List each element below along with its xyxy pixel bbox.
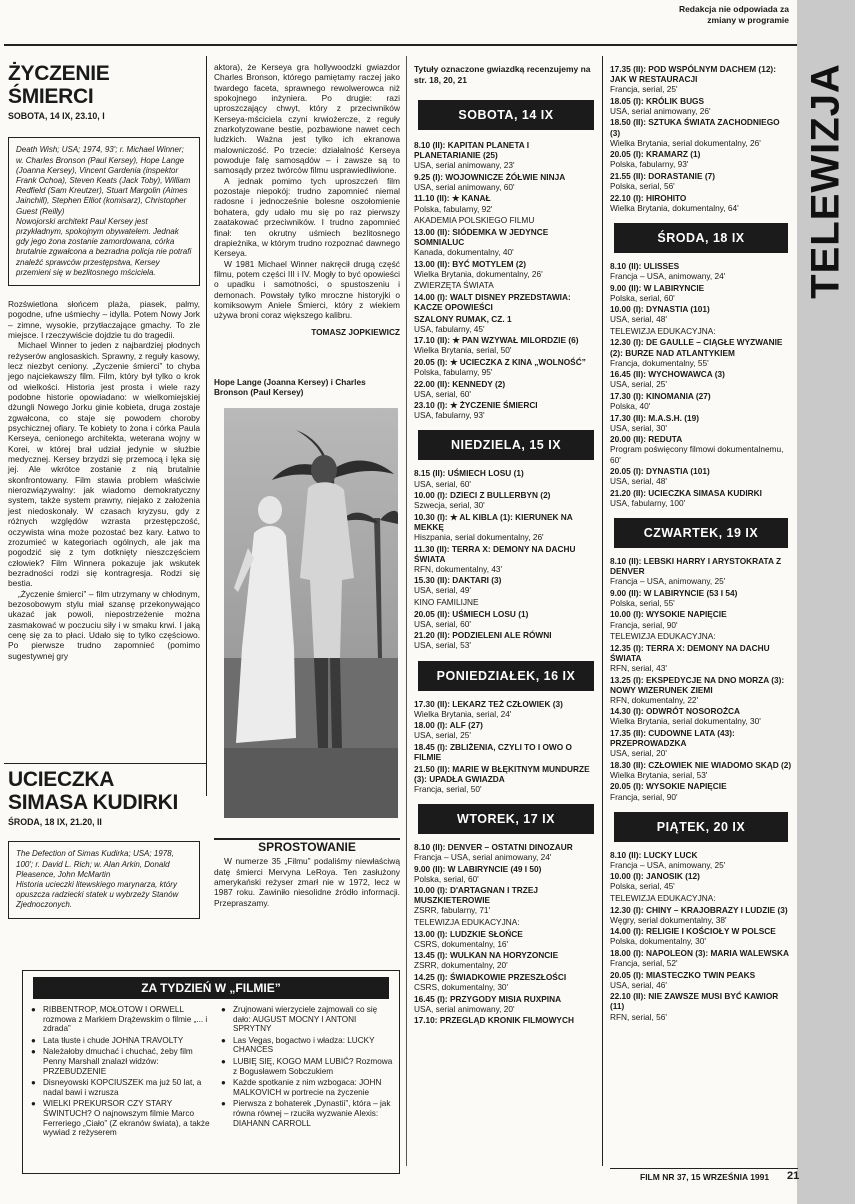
- program-item: [414, 335, 598, 355]
- schedule-wednesday: [610, 261, 792, 508]
- program-item: [414, 292, 598, 312]
- program-item: [610, 261, 792, 281]
- program-details: Polska, serial, 60': [610, 292, 675, 303]
- program-title: 18.30 (II): CZŁOWIEK NIE WIADOMO SKĄD (2): [610, 759, 792, 770]
- program-details: USA, serial, 60': [414, 618, 471, 629]
- program-item: [610, 991, 792, 1021]
- program-details: CSRS, dokumentalny, 16': [414, 938, 509, 949]
- program-item: [610, 466, 792, 486]
- next-week-title: ZA TYDZIEŃ W „FILMIE”: [33, 977, 389, 999]
- article-body: Rozświetlona słońcem plaża, piasek, palmy, pogodne, ufne uśmiechy – idylla. Potem Nowy Jork – zimne, wysokie, przytłaczające gmachy. To zle miejsce. I rzeczywiście dojdzie tu do tragedii. Michael Winner to jeden z najbardziej płodnych reżyserów anglosaskich. Sprawny, z reguły kasowy, lecz niezbyt ceniony. „Życzenie śmierci” to chyba jego najciekawszy film. Film, który był tylko o krok od wielkości. Historia jest prosta i wiele razy podobne historie opowiadano: w wielkomiejskiej dżungli Nowego Jorku ginie kobieta, druga zostaje zgwałcona, co staje się powodem choroby psychicznej ofiary. Te kobiety to żona i córka Paula Kerseya, cenionego architekta, weterana wojny w Korei, w której brał udział jedynie w służbie medycznej. Kersey brzydzi się przemocą i lęka się jej. Ale wkrótce zostanie z nią brutalnie skonfrontowany. Film stawia problem właściwie nierozwiązywalny: jak wiadomo demokratyczny system, także system prawny, niejako z założenia jest niedoskonały. W czasach kryzysu, gdy z różnych względów wzrasta przestępczość, oczywista wina może pozostać bez kary. Łatwo to zrozumieć w kategoriach ogólnych, ale jak ma pogodzić się z tym dotknięty nieszczęściem człowiek? Film Winnera pokazuje jak wskutek bezradności rodzi się kontragresja. Rodzi się bestia. „Życzenie śmierci” – film utrzymany w chłodnym, bezosobowym stylu miał szansę przekonywająco ukazać jak powoli, niepostrzeżenie można zasmakować w poczuciu siły i w smaku krwi. I jaką cenę się za to płaci. Udało się to tylko częściowo. Po pierwsze trudno zapomnieć (pomimo sugestywnej gry: [8, 298, 200, 661]
- program-item: [610, 413, 792, 433]
- correction-box: [214, 838, 400, 908]
- program-item: [610, 850, 792, 870]
- program-section-label: TELEWIZJA EDUKACYJNA:: [414, 917, 520, 928]
- program-item: [414, 699, 598, 719]
- program-title: 20.05 (I): KRAMARZ (1): [610, 149, 701, 160]
- program-details: ZSRR, dokumentalny, 20': [414, 960, 508, 971]
- program-details: USA, serial animowany, 26': [610, 105, 711, 116]
- program-details: Wielka Brytania, dokumentalny, 64': [610, 202, 739, 213]
- correction-title: SPROSTOWANIE: [214, 838, 400, 852]
- page-number: 21: [787, 1170, 800, 1182]
- program-details: USA, serial, 48': [610, 476, 667, 487]
- film-still-photo: [224, 408, 398, 818]
- program-details: USA, serial, 20': [610, 748, 667, 759]
- program-item: [414, 512, 598, 542]
- program-item: [414, 609, 598, 629]
- film-credits: The Defection of Simas Kudirka; USA; 1978, 100'; r. David L. Rich; w. Alan Arkin, Donald Pleasence, John McMartin: [16, 849, 174, 879]
- article-ucieczka-simasa-kudirki: [8, 768, 200, 919]
- list-item: ● Każde spotkanie z nim wzbogaca: JOHN MALKOVICH w portrecie na życzenie: [221, 1078, 393, 1097]
- program-title: 21.50 (II): MARIE W BŁĘKITNYM MUNDURZE (3): UPADŁA GWIAZDA: [414, 763, 590, 784]
- photo-caption: Hope Lange (Joanna Kersey) i Charles Bronson (Paul Kersey): [214, 377, 366, 398]
- list-item: ● Lata tłuste i chude JOHNA TRAVOLTY: [31, 1036, 211, 1046]
- program-title: 17.35 (II): CUDOWNE LATA (43): PRZEPROWADZKA: [610, 727, 735, 749]
- program-item: [414, 193, 598, 213]
- program-item: [610, 926, 792, 946]
- program-item: [414, 630, 598, 650]
- program-title: 18.05 (I): KRÓLIK BUGS: [610, 95, 705, 106]
- program-details: USA, serial animowany, 23': [414, 160, 515, 171]
- program-title: 8.10 (II): KAPITAN PLANETA I PLANETARIANIE (25): [414, 140, 530, 161]
- program-details: Wielka Brytania, serial dokumentalny, 30': [610, 716, 761, 727]
- article-broadcast-info: ŚRODA, 18 IX, 21.20, II: [8, 817, 102, 827]
- program-title: 13.00 (I): LUDZKIE SŁOŃCE: [414, 928, 523, 939]
- program-item: [610, 905, 792, 925]
- program-item: [414, 720, 598, 740]
- program-details: Polska, dokumentalny, 30': [610, 936, 706, 947]
- program-item: [414, 357, 598, 377]
- program-title: 17.10: PRZEGLĄD KRONIK FILMOWYCH: [414, 1015, 574, 1026]
- program-details: Francja, serial, 52': [610, 958, 678, 969]
- program-title: 12.30 (I): DE GAULLE – CIĄGŁE WYZWANIE (2): BURZE NAD ATLANTYKIEM: [610, 337, 783, 358]
- program-title: 20.05 (I): ★ UCIECZKA Z KINA „WOLNOŚĆ”: [414, 356, 586, 367]
- program-details: USA, serial, 25': [610, 379, 667, 390]
- program-item: [610, 970, 792, 990]
- program-title: 23.10 (I): ★ ŻYCZENIE ŚMIERCI: [414, 400, 538, 411]
- day-header-monday: PONIEDZIAŁEK, 16 IX: [418, 661, 594, 691]
- program-details: Kanada, dokumentalny, 40': [414, 246, 514, 257]
- program-item: [610, 760, 792, 780]
- program-details: Wielka Brytania, serial dokumentalny, 26': [610, 137, 761, 148]
- program-details: USA, serial, 60': [414, 388, 471, 399]
- program-title: 9.25 (I): WOJOWNICZE ŻÓŁWIE NINJA: [414, 171, 566, 182]
- program-item: [610, 781, 792, 801]
- program-title: 17.30 (I): KINOMANIA (27): [610, 390, 711, 401]
- program-section-label: TELEWIZJA EDUKACYJNA:: [610, 893, 716, 903]
- correction-text: W numerze 35 „Filmu” podaliśmy niewłaściwą datę śmierci Mervyna LeRoya. Ten zasłużony amerykański reżyser zmarł nie w 1972, lecz w 1987 roku. Zawiniło niesolidne źródło informacji. Przepraszamy.: [214, 856, 400, 908]
- program-item: [414, 575, 598, 595]
- program-details: Francja, serial, 50': [414, 783, 482, 794]
- list-item: ● Zrujnowani wierzyciele zajmowali co się dało: AUGUST MOCNY I ANTONI SPRYTNY: [221, 1005, 393, 1034]
- program-details: Wielka Brytania, serial, 50': [414, 345, 512, 356]
- program-item: [610, 337, 792, 367]
- program-item: [610, 149, 792, 169]
- program-details: Polska, fabularny, 95': [414, 366, 493, 377]
- program-title: 20.05 (I): MIASTECZKO TWIN PEAKS: [610, 969, 756, 980]
- program-section-label: ZWIERZĘTA ŚWIATA: [414, 280, 494, 291]
- film-synopsis: Nowojorski architekt Paul Kersey jest przykładnym, spokojnym obywatelem. Jednak gdy jego żona zostanie zamordowana, córka brutalnie zgwałcona a bezradna policja nie potrafi znaleźć sprawców przestępstwa, Kersey przemieni się w bezlitosnego mściciela.: [16, 216, 192, 277]
- program-item: [414, 842, 598, 862]
- program-title: 22.10 (II): NIE ZAWSZE MUSI BYĆ KAWIOR (11): [610, 991, 779, 1012]
- program-title: 8.10 (II): ULISSES: [610, 260, 680, 271]
- film-synopsis: Historia ucieczki litewskiego marynarza, który opuszcza radziecki statek u wybrzeży Stanów Zjednoczonych.: [16, 879, 179, 910]
- next-week-box: [22, 970, 400, 1174]
- program-item: [414, 1015, 598, 1025]
- program-title: 22.10 (I): HIROHITO: [610, 192, 687, 203]
- program-title: 17.30 (II): LEKARZ TEŻ CZŁOWIEK (3): [414, 698, 563, 709]
- program-title: 21.20 (II): UCIECZKA SIMASA KUDIRKI: [610, 487, 762, 498]
- program-details: Polska, fabularny, 93': [610, 159, 689, 170]
- footer-issue: FILM NR 37, 15 WRZEŚNIA 1991: [640, 1172, 770, 1182]
- program-item: [414, 994, 598, 1014]
- program-details: USA, serial, 30': [610, 422, 667, 433]
- day-header-sunday: NIEDZIELA, 15 IX: [418, 430, 594, 460]
- program-title: 20.05 (I): WYSOKIE NAPIĘCIE: [610, 781, 727, 792]
- program-details: Polska, serial, 60': [414, 873, 479, 884]
- program-details: Polska, 40': [610, 401, 651, 412]
- program-details: USA, fabularny, 100': [610, 497, 686, 508]
- list-item: ● RIBBENTROP, MOŁOTOW I ORWELL rozmowa z Markiem Drążewskim o filmie „... i zdrada”: [31, 1005, 211, 1034]
- program-item: [414, 864, 598, 884]
- list-item: ● Las Vegas, bogactwo i władza: LUCKY CHANCES: [221, 1036, 393, 1055]
- program-title: 18.50 (II): SZTUKA ŚWIATA ZACHODNIEGO (3): [610, 117, 780, 138]
- program-title: 11.10 (II): ★ KANAŁ: [414, 193, 491, 204]
- day-header-tuesday: WTOREK, 17 IX: [418, 804, 594, 834]
- program-section-label: TELEWIZJA EDUKACYJNA:: [610, 325, 716, 336]
- program-title: 16.45 (I): PRZYGODY MISIA RUXPINA: [414, 993, 562, 1004]
- program-details: CSRS, dokumentalny, 30': [414, 982, 509, 993]
- program-details: USA, serial, 48': [610, 314, 667, 325]
- program-details: Francja – USA, serial animowany, 24': [414, 851, 552, 862]
- program-details: Francja – USA, animowany, 24': [610, 270, 726, 281]
- program-item: [414, 172, 598, 192]
- program-item: [610, 304, 792, 324]
- program-details: RFN, serial, 43': [610, 662, 667, 673]
- program-item: [414, 400, 598, 420]
- list-item: ● WIELKI PREKURSOR CZY STARY ŚWINTUCH? O najnowszym filmie Marco Ferreriego „Ciało” (Z ekranów świata), a także wywiad z reżyserem: [31, 1099, 211, 1137]
- program-details: Szwecja, serial, 30': [414, 500, 485, 511]
- schedule-friday: [610, 850, 792, 1022]
- program-item: [414, 929, 598, 949]
- program-title: 18.00 (I): NAPOLEON (3): MARIA WALEWSKA: [610, 947, 790, 958]
- program-title: 18.45 (I): ZBLIŻENIA, CZYLI TO I OWO O FILMIE: [414, 741, 572, 762]
- program-item: [414, 259, 598, 279]
- day-header-saturday: SOBOTA, 14 IX: [418, 100, 594, 130]
- program-title: 10.00 (I): JANOSIK (12): [610, 871, 700, 882]
- program-details: RFN, dokumentalny, 22': [610, 694, 699, 705]
- film-still-illustration: [224, 408, 398, 818]
- schedule-thursday: [610, 556, 792, 802]
- column-divider: [406, 56, 407, 1166]
- program-title: 8.10 (II): LUCKY LUCK: [610, 849, 698, 860]
- program-item: [414, 379, 598, 399]
- program-title: 14.00 (I): RELIGIE I KOŚCIOŁY W POLSCE: [610, 926, 776, 937]
- program-details: Francja, serial, 90': [610, 791, 678, 802]
- program-details: Francja – USA, animowany, 25': [610, 859, 726, 870]
- program-details: USA, serial animowany, 60': [414, 181, 515, 192]
- program-details: Wielka Brytania, dokumentalny, 26': [414, 268, 543, 279]
- program-title: 8.10 (II): DENVER – OSTATNI DINOZAUR: [414, 841, 573, 852]
- program-item: [610, 643, 792, 673]
- schedule-sunday: [414, 468, 598, 650]
- program-details: Polska, serial, 45': [610, 881, 675, 892]
- program-details: USA, serial, 49': [414, 585, 471, 596]
- article-author: TOMASZ JOPKIEWICZ: [311, 326, 400, 337]
- program-details: USA, fabularny, 93': [414, 410, 485, 421]
- program-details: ZSRR, fabularny, 71': [414, 905, 491, 916]
- list-item: ● Disneyowski KOPCIUSZEK ma już 50 lat, a nadal bawi i wzrusza: [31, 1078, 211, 1097]
- program-item: [610, 706, 792, 726]
- article-title: ŻYCZENIE ŚMIERCI: [8, 62, 110, 108]
- program-section-label: TELEWIZJA EDUKACYJNA:: [610, 631, 716, 642]
- program-title: 20.00 (II): REDUTA: [610, 434, 683, 445]
- program-title: 17.35 (II): POD WSPÓLNYM DACHEM (12): JAK W RESTAURACJI: [610, 64, 776, 85]
- program-title: 10.00 (I): D'ARTAGNAN I TRZEJ MUSZKIETEROWIE: [414, 885, 538, 906]
- program-title: 14.25 (I): ŚWIADKOWIE PRZESZŁOŚCI: [414, 972, 567, 982]
- program-title: 10.00 (I): DYNASTIA (101): [610, 304, 710, 315]
- program-title: 14.30 (I): ODWRÓT NOSOROŻCA: [610, 706, 740, 717]
- program-item: [610, 588, 792, 608]
- program-details: Francja, serial, 25': [610, 84, 678, 95]
- schedule-note: Tytuły oznaczone gwiazdką recenzujemy na str. 18, 20, 21: [414, 64, 591, 85]
- program-item: [414, 950, 598, 970]
- program-section-label: KINO FAMILIJNE: [414, 597, 479, 608]
- film-credits-box: [8, 137, 200, 286]
- header-rule: [4, 44, 797, 46]
- header-note: Redakcja nie odpowiada za zmiany w programie: [678, 4, 789, 25]
- program-item: [414, 468, 598, 488]
- program-item: [610, 871, 792, 891]
- program-item: [610, 283, 792, 303]
- program-item: [414, 140, 598, 170]
- program-item: [610, 434, 792, 464]
- program-title: 17.10 (II): ★ PAN WZYWAŁ MILORDZIE (6): [414, 335, 579, 346]
- program-details: USA, serial, 53': [414, 640, 471, 651]
- tv-schedule-col-2: [610, 64, 792, 1023]
- program-title: 10.00 (I): DZIECI Z BULLERBYN (2): [414, 490, 551, 501]
- program-title: 13.00 (II): BYĆ MOTYLEM (2): [414, 258, 527, 269]
- program-details: Wielka Brytania, serial, 53': [610, 769, 708, 780]
- program-section-label: AKADEMIA POLSKIEGO FILMU: [414, 215, 535, 226]
- program-title: 9.00 (II): W LABIRYNCIE (53 I 54): [610, 587, 738, 598]
- program-item: [610, 96, 792, 116]
- program-details: Hiszpania, serial dokumentalny, 26': [414, 532, 544, 542]
- program-details: Program poświęcony filmowi dokumentalnemu, 60': [610, 444, 784, 465]
- program-item: [610, 193, 792, 213]
- program-item: [610, 675, 792, 705]
- program-title: 22.00 (II): KENNEDY (2): [414, 378, 506, 389]
- day-header-wednesday: ŚRODA, 18 IX: [614, 223, 788, 253]
- program-title: 20.05 (I): DYNASTIA (101): [610, 466, 710, 477]
- program-item: [414, 764, 598, 794]
- program-item: [414, 314, 598, 334]
- program-title: 18.00 (I): ALF (27): [414, 720, 483, 731]
- program-title: 13.45 (I): WULKAN NA HORYZONCIE: [414, 950, 559, 961]
- program-title: 10.30 (I): ★ AL KIBLA (1): KIERUNEK NA MEKKĘ: [414, 511, 573, 532]
- film-credits: Death Wish; USA; 1974, 93'; r. Michael Winner; w. Charles Bronson (Paul Kersey), Hope Lange (Joanna Kersey), Vincent Gardenia (inspektor Frank Ochoa), Steven Keats (Jack Toby), William Redfield (Sam Kreutzer), Stuart Margolin (Aimes Jainchill), Stephen Elliot (komisarz), Christopher Guest (Reilly): [16, 145, 191, 216]
- program-details: RFN, dokumentalny, 43': [414, 563, 503, 574]
- program-details: USA, fabularny, 45': [414, 323, 485, 334]
- program-item: [414, 885, 598, 915]
- program-title: 10.00 (I): WYSOKIE NAPIĘCIE: [610, 609, 727, 620]
- list-item: ● LUBIĘ SIĘ, KOGO MAM LUBIĆ? Rozmowa z Bogusławem Sobczukiem: [221, 1057, 393, 1076]
- program-item: [610, 728, 792, 758]
- program-item: [610, 556, 792, 586]
- program-item: [414, 227, 598, 257]
- article-broadcast-info: SOBOTA, 14 IX, 23.10, I: [8, 111, 105, 121]
- section-tab-label: TELEWIZJA: [803, 63, 848, 299]
- program-item: [610, 369, 792, 389]
- program-title: 9.00 (II): W LABIRYNCIE: [610, 282, 705, 293]
- program-title: 14.00 (I): WALT DISNEY PRZEDSTAWIA: KACZE OPOWIEŚCI: [414, 291, 571, 312]
- program-details: USA, serial, 46': [610, 979, 667, 990]
- footer-rule: [610, 1168, 798, 1169]
- list-item: ● Pierwsza z bohaterek „Dynastii”, która – jak równa równej – rzuciła wyzwanie Alexis: DIAHANN CARROLL: [221, 1099, 393, 1128]
- program-item: [414, 742, 598, 762]
- program-title: 16.45 (II): WYCHOWAWCA (3): [610, 369, 725, 380]
- schedule-tuesday: [414, 842, 598, 1026]
- program-title: 13.00 (II): SIÓDEMKA W JEDYNCE SOMNIALUC: [414, 226, 549, 247]
- tv-schedule-col-1: [414, 64, 598, 1027]
- program-details: Polska, serial, 56': [610, 181, 675, 192]
- program-details: Francja, dokumentalny, 55': [610, 357, 709, 368]
- schedule-tuesday-continued: [610, 64, 792, 213]
- program-item: [610, 391, 792, 411]
- article-body-continued: aktora), że Kerseya gra hollywoodzki gwiazdor Charles Bronson, którego pamiętamy raczej jako twardego faceta, sprawnego rewolwerowca niż spokojnego inżyniera. Po drugie: razi uproszczający chwyt, który z przeciwników Kerseya-mściciela czyni krwiożercze, z reguły znarkotyzowane bestie, pozbawione nawet cech ludzkich. Ważna jest tylko ich ekranowa malowniczość. Po trzecie: działalność Kerseya powoduje falę samosądów – i zawsze są to samosądy przez twórców filmu usprawiedliwione. A jednak pomimo tych uproszczeń film pozostaje niepokój: trudno zapomnieć niemal radosne i jednocześnie bolesne oszołomienie bohatera, gdy udało mu się po raz pierwszy zaatakować przeciwników. I trudno zapomnieć finał: ten okrutny uśmiech bezlitosnego drapieżnika, w którym trudno rozpoznać dawnego Kerseya. W 1981 Michael Winner nakręcił drugą część filmu, potem części III i IV. Mogły to być opowieści o upadku i samotności, o spustoszeniu i demonach. Powstały tylko mroczne historyjki o komiksowym Aniele Śmierci, który z wiekiem używa broni coraz większego kalibru. TOMASZ JOPKIEWICZ: [214, 62, 400, 337]
- program-details: RFN, serial, 56': [610, 1011, 667, 1022]
- article-title: UCIECZKA SIMASA KUDIRKI: [8, 768, 179, 814]
- next-week-list-left: [31, 1005, 211, 1140]
- program-item: [610, 948, 792, 968]
- program-title: 12.30 (I): CHINY – KRAJOBRAZY I LUDZIE (3): [610, 904, 788, 915]
- program-details: USA, serial animowany, 20': [414, 1003, 515, 1014]
- program-title: 15.30 (II): DAKTARI (3): [414, 575, 502, 586]
- day-header-thursday: CZWARTEK, 19 IX: [614, 518, 788, 548]
- program-title: SZALONY RUMAK, CZ. 1: [414, 313, 512, 324]
- day-header-friday: PIĄTEK, 20 IX: [614, 812, 788, 842]
- program-details: USA, serial, 60': [414, 478, 471, 489]
- program-details: Polska, fabularny, 92': [414, 203, 493, 214]
- program-item: [610, 488, 792, 508]
- program-details: Francja – USA, animowany, 25': [610, 576, 726, 587]
- program-title: 21.55 (II): DORASTANIE (7): [610, 170, 715, 181]
- program-title: 21.20 (II): PODZIELENI ALE RÓWNI: [414, 630, 552, 641]
- program-details: USA, serial, 25': [414, 730, 471, 741]
- program-item: [610, 64, 792, 94]
- program-item: [414, 490, 598, 510]
- program-title: 12.35 (I): TERRA X: DEMONY NA DACHU ŚWIATA: [610, 642, 770, 663]
- program-item: [414, 972, 598, 992]
- program-item: [414, 544, 598, 574]
- program-item: [610, 117, 792, 147]
- program-details: Francja, serial, 90': [610, 619, 678, 630]
- program-title: 20.05 (II): UŚMIECH LOSU (1): [414, 608, 529, 619]
- schedule-saturday: [414, 140, 598, 420]
- program-title: 8.15 (II): UŚMIECH LOSU (1): [414, 468, 524, 479]
- program-details: Polska, serial, 55': [610, 597, 675, 608]
- program-title: 17.30 (II): M.A.S.H. (19): [610, 412, 699, 423]
- column-divider: [206, 56, 207, 796]
- program-details: Węgry, serial dokumentalny, 38': [610, 914, 727, 925]
- schedule-monday: [414, 699, 598, 794]
- program-title: 11.30 (II): TERRA X: DEMONY NA DACHU ŚWIATA: [414, 543, 576, 564]
- program-title: 9.00 (II): W LABIRYNCIE (49 I 50): [414, 863, 542, 874]
- article-separator: [4, 763, 207, 764]
- program-title: 13.25 (I): EKSPEDYCJE NA DNO MORZA (3): NOWY WIZERUNEK ZIEMI: [610, 674, 785, 695]
- program-details: Wielka Brytania, serial, 24': [414, 708, 512, 719]
- next-week-list-right: [221, 1005, 393, 1130]
- program-item: [610, 171, 792, 191]
- film-credits-box: [8, 841, 200, 918]
- article-zyczenie-smierci: [8, 62, 200, 661]
- column-divider: [602, 56, 603, 1166]
- program-item: [610, 609, 792, 629]
- program-title: 8.10 (II): LEBSKI HARRY I ARYSTOKRATA Z DENVER: [610, 555, 782, 577]
- list-item: ● Należałoby dmuchać i chuchać, żeby film Penny Marshall znalazł widzów: PRZEBUDZENIE: [31, 1047, 211, 1076]
